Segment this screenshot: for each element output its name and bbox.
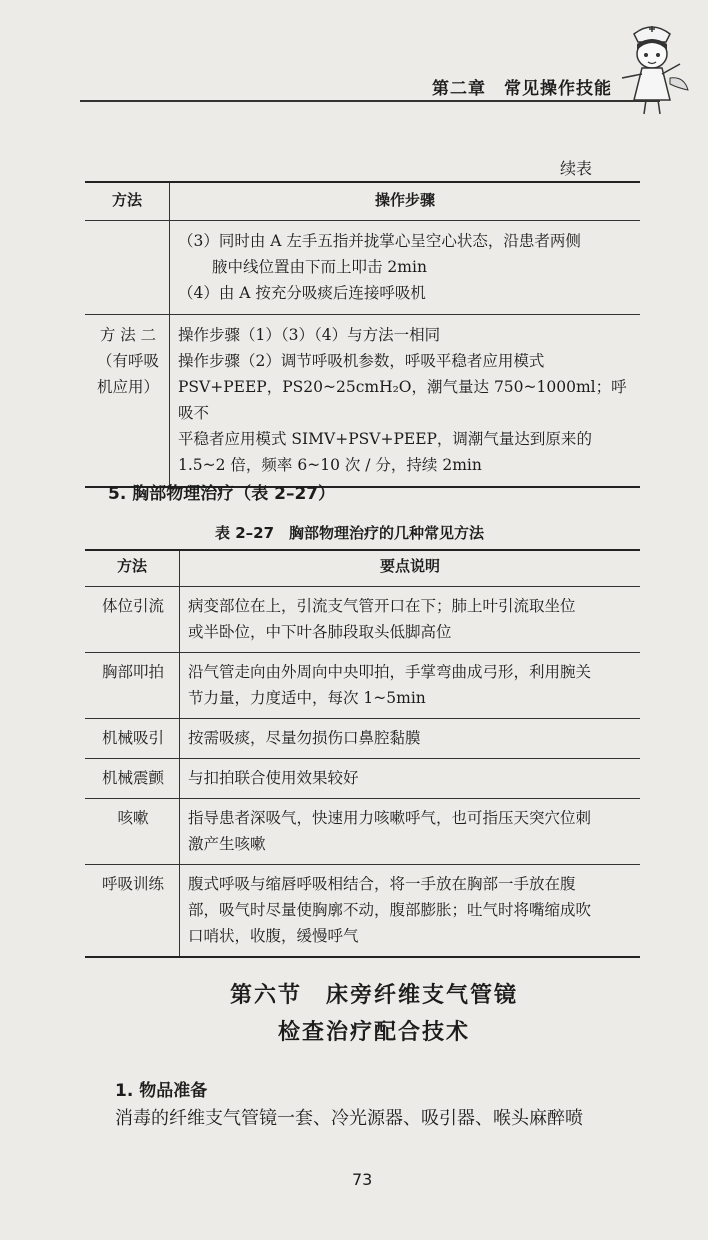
table-row	[85, 653, 640, 719]
column-header-notes: 要点说明	[180, 550, 641, 587]
continued-label: 续表	[560, 159, 593, 178]
method-cell	[85, 221, 170, 315]
table-header-row	[85, 550, 640, 587]
step-line: 腋中线位置由下而上叩击 2min	[212, 258, 427, 276]
steps-cell	[170, 315, 641, 488]
note-line: 口哨状，收腹，缓慢呼气	[188, 927, 359, 945]
step-line: 操作步骤（1）（3）（4）与方法一相同	[178, 326, 441, 344]
note-line: 指导患者深吸气，快速用力咳嗽呼气，也可指压天突穴位刺	[188, 809, 592, 827]
section-heading: 5. 胸部物理治疗（表 2–27）	[108, 484, 336, 504]
steps-cell	[170, 221, 641, 315]
note-line: 节力量，力度适中，每次 1~5min	[188, 689, 426, 707]
header-rule	[80, 100, 660, 102]
operation-steps-table	[85, 181, 640, 488]
notes-cell	[180, 587, 641, 653]
method-line: （有呼吸	[96, 352, 159, 370]
method-cell	[85, 315, 170, 488]
column-header-steps: 操作步骤	[170, 182, 641, 221]
method-cell: 咳嗽	[85, 799, 180, 865]
table-row	[85, 587, 640, 653]
table-row	[85, 221, 640, 315]
section-title-line2: 检查治疗配合技术	[277, 1019, 470, 1045]
table-caption: 表 2–27 胸部物理治疗的几种常见方法	[215, 524, 485, 542]
note-line: 与扣拍联合使用效果较好	[188, 769, 359, 787]
method-cell: 机械吸引	[85, 719, 180, 759]
notes-cell	[180, 719, 641, 759]
table-row	[85, 719, 640, 759]
chest-physiotherapy-table	[85, 549, 640, 958]
method-cell: 体位引流	[85, 587, 180, 653]
step-line: 平稳者应用模式 SIMV+PSV+PEEP，调潮气量达到原来的	[178, 430, 592, 448]
note-line: 或半卧位，中下叶各肺段取头低脚高位	[188, 623, 452, 641]
step-line: 操作步骤（2）调节呼吸机参数，呼吸平稳者应用模式	[178, 352, 545, 370]
subsection-heading: 1. 物品准备	[115, 1081, 208, 1101]
method-line: 机应用）	[96, 378, 159, 396]
table-row	[85, 315, 640, 488]
notes-cell	[180, 653, 641, 719]
page-number: 73	[352, 1170, 373, 1189]
note-line: 病变部位在上，引流支气管开口在下；肺上叶引流取坐位	[188, 597, 576, 615]
method-cell: 胸部叩拍	[85, 653, 180, 719]
note-line: 激产生咳嗽	[188, 835, 266, 853]
body-paragraph: 消毒的纤维支气管镜一套、冷光源器、吸引器、喉头麻醉喷	[115, 1108, 583, 1129]
section-title: 第六节 床旁纤维支气管镜	[229, 982, 518, 1008]
step-line: PSV+PEEP，PS20~25cmH₂O，潮气量达 750~1000ml；呼吸不	[178, 378, 627, 422]
note-line: 沿气管走向由外周向中央叩拍，手掌弯曲成弓形，利用腕关	[188, 663, 592, 681]
notes-cell	[180, 865, 641, 958]
table-row	[85, 865, 640, 958]
method-cell: 机械震颤	[85, 759, 180, 799]
table-row	[85, 799, 640, 865]
note-line: 按需吸痰，尽量勿损伤口鼻腔黏膜	[188, 729, 421, 747]
chapter-header: 第二章 常见操作技能	[432, 79, 612, 99]
step-line: （4）由 A 按充分吸痰后连接呼吸机	[178, 284, 426, 302]
step-line: （3）同时由 A 左手五指并拢掌心呈空心状态，沿患者两侧	[178, 232, 581, 250]
table-header-row	[85, 182, 640, 221]
column-header-method: 方法	[85, 550, 180, 587]
note-line: 腹式呼吸与缩唇呼吸相结合，将一手放在胸部一手放在腹	[188, 875, 576, 893]
notes-cell	[180, 759, 641, 799]
notes-cell	[180, 799, 641, 865]
table-row	[85, 759, 640, 799]
column-header-method: 方法	[85, 182, 170, 221]
method-line: 方 法 二	[99, 326, 157, 344]
method-cell: 呼吸训练	[85, 865, 180, 958]
step-line: 1.5~2 倍，频率 6~10 次 / 分，持续 2min	[178, 456, 482, 474]
note-line: 部，吸气时尽量使胸廓不动，腹部膨胀；吐气时将嘴缩成吹	[188, 901, 592, 919]
nurse-mascot-icon	[612, 18, 692, 118]
